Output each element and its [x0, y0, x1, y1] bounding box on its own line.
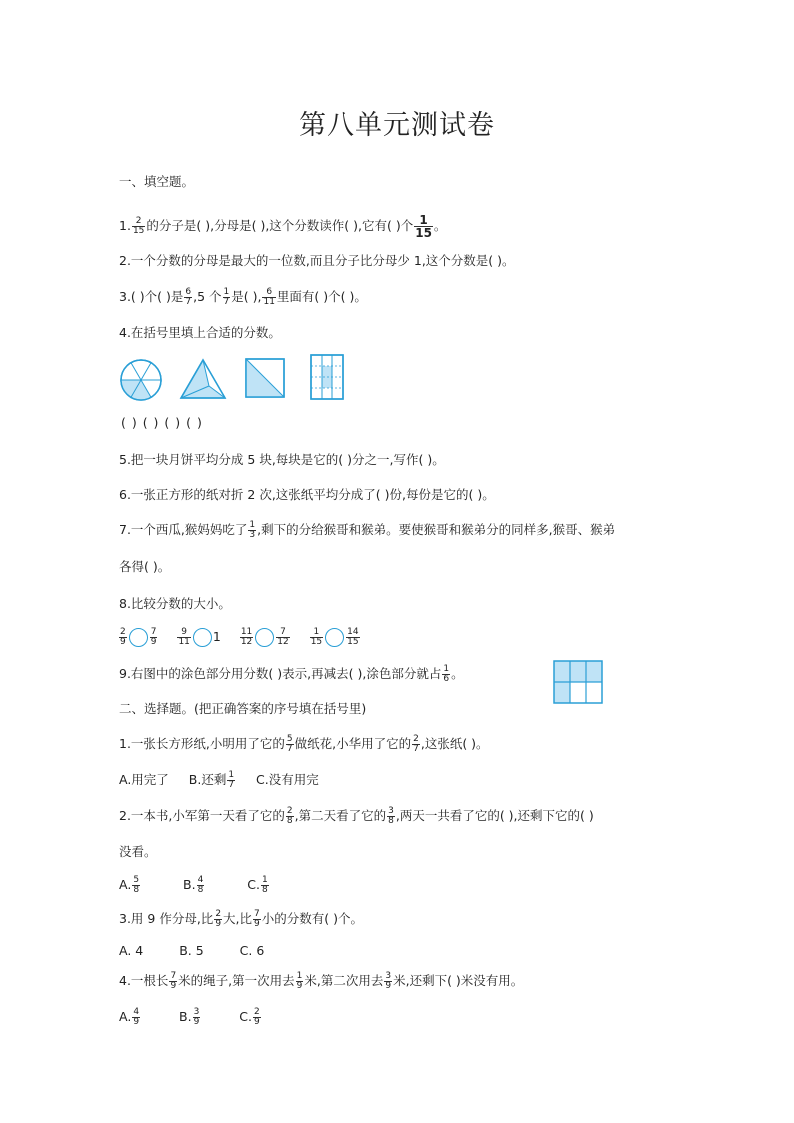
option-c[interactable]: C. $\frac{2}{9}$	[239, 1007, 260, 1027]
question-3: 3.( )个( )是 $\frac{6}{7}$ ,5 个 $\frac{1}{7}$ 是( ), $\frac{6}{11}$ 里面有( )个( )。	[119, 287, 367, 307]
option-a[interactable]: A. $\frac{5}{8}$	[119, 875, 140, 895]
fraction: $\frac{1}{15}$	[310, 627, 323, 647]
question-2: 2.一个分数的分母是最大的一位数,而且分子比分母少 1,这个分数是( )。	[119, 253, 515, 268]
compare-row: $\frac{2}{9}$ $\frac{7}{9}$ $\frac{9}{11}$ 1 $\frac{11}{12}$ $\frac{7}{12}$ $\frac{1}{15}$ $\frac{14}{15}$	[120, 627, 359, 647]
fraction: $\frac{6}{11}$	[263, 287, 275, 307]
fraction: $\frac{1}{9}$	[296, 971, 303, 991]
fraction: $\frac{14}{15}$	[347, 627, 359, 647]
fraction: $\frac{9}{11}$	[178, 627, 190, 647]
question-8: 8.比较分数的大小。	[119, 596, 231, 611]
option-c[interactable]: C. $\frac{1}{8}$	[247, 875, 268, 895]
fraction: $\frac{2}{7}$	[413, 734, 419, 754]
choice-question-3: 3.用 9 作分母,比 $\frac{2}{9}$ 大,比 $\frac{7}{9}$ 小的分数有( )个。	[119, 909, 363, 929]
fraction: $\frac{2}{9}$	[120, 627, 126, 647]
question-1: 1. $\frac{2}{15}$ 的分子是( ),分母是( ),这个分数读作( ),它有( )个 $\frac{1}{15}$ 。	[119, 213, 447, 240]
fraction: $\frac{6}{7}$	[185, 287, 192, 307]
question-9: 9.右图中的涂色部分用分数( )表示,再减去( ),涂色部分就占 $\frac{1}{6}$ 。	[119, 664, 464, 684]
question-7: 7.一个西瓜,猴妈妈吃了 $\frac{1}{3}$ ,剩下的分给猴哥和猴弟。要使猴哥和猴弟分的同样多,猴哥、猴弟	[119, 520, 616, 540]
page-title: 第八单元测试卷	[299, 110, 495, 141]
option-c[interactable]: C. 6	[239, 943, 265, 958]
circle-figure	[119, 358, 163, 402]
rectangle-figure	[310, 354, 346, 402]
fraction: $\frac{7}{9}$	[170, 971, 177, 991]
option-b[interactable]: B. 5	[179, 943, 204, 958]
q1-number: 1.	[119, 218, 131, 233]
triangle-figure	[179, 358, 227, 402]
square-figure	[245, 358, 287, 400]
question-6: 6.一张正方形的纸对折 2 次,这张纸平均分成了( )份,每份是它的( )。	[119, 487, 495, 502]
section-2-heading: 二、选择题。(把正确答案的序号填在括号里)	[119, 701, 367, 716]
compare-circle[interactable]	[325, 628, 344, 647]
choice-options-4	[119, 1008, 262, 1027]
fraction: $\frac{7}{9}$	[150, 627, 157, 647]
compare-circle[interactable]	[129, 628, 148, 647]
fraction: $\frac{1}{15}$	[415, 213, 432, 240]
fraction: $\frac{1}{6}$	[443, 664, 450, 684]
q1-text: 的分子是( ),分母是( ),这个分数读作( ),它有( )个	[146, 218, 414, 233]
q4-answer-blanks: ( ) ( ) ( ) ( )	[121, 415, 202, 430]
choice-question-4: 4.一根长 $\frac{7}{9}$ 米的绳子,第一次用去 $\frac{1}{9}$ 米,第二次用去 $\frac{3}{9}$ 米,还剩下( )米没有用。	[119, 971, 524, 991]
question-7-cont: 各得( )。	[119, 559, 171, 574]
question-4: 4.在括号里填上合适的分数。	[119, 325, 281, 340]
option-a[interactable]: A. 4	[119, 943, 144, 958]
fraction: $\frac{1}{7}$	[228, 770, 235, 790]
grid-figure	[553, 660, 605, 706]
compare-circle[interactable]	[193, 628, 212, 647]
fraction: $\frac{5}{7}$	[286, 734, 293, 754]
fraction: $\frac{2}{9}$	[215, 909, 222, 929]
section-1-heading: 一、填空题。	[119, 174, 195, 189]
option-a[interactable]: A.用完了	[119, 772, 169, 787]
question-5: 5.把一块月饼平均分成 5 块,每块是它的( )分之一,写作( )。	[119, 452, 445, 467]
option-a[interactable]: A. $\frac{4}{9}$	[119, 1007, 140, 1027]
fraction: $\frac{2}{15}$	[132, 216, 145, 236]
choice-options-2	[119, 876, 270, 895]
choice-question-2-cont: 没看。	[119, 844, 157, 859]
fraction: $\frac{11}{12}$	[240, 627, 253, 647]
fraction: $\frac{2}{8}$	[286, 806, 293, 826]
choice-question-2: 2.一本书,小军第一天看了它的 $\frac{2}{8}$ ,第二天看了它的 $\frac{3}{8}$ ,两天一共看了它的( ),还剩下它的( )	[119, 806, 594, 826]
fraction: $\frac{1}{3}$	[249, 520, 256, 540]
choice-options-3	[119, 942, 264, 960]
option-b[interactable]: B. $\frac{3}{9}$	[179, 1007, 200, 1027]
fraction: $\frac{7}{12}$	[277, 627, 289, 647]
fraction: $\frac{3}{9}$	[385, 971, 392, 991]
option-c[interactable]: C.没有用完	[256, 772, 319, 787]
option-b[interactable]: B.还剩 $\frac{1}{7}$	[188, 770, 235, 790]
choice-question-1: 1.一张长方形纸,小明用了它的 $\frac{5}{7}$ 做纸花,小华用了它的 $\frac{2}{7}$ ,这张纸( )。	[119, 734, 489, 754]
option-b[interactable]: B. $\frac{4}{8}$	[183, 875, 204, 895]
fraction: $\frac{1}{7}$	[223, 287, 230, 307]
fraction: $\frac{7}{9}$	[254, 909, 260, 929]
compare-circle[interactable]	[255, 628, 274, 647]
fraction: $\frac{3}{8}$	[388, 806, 394, 826]
choice-options-1	[119, 771, 319, 790]
